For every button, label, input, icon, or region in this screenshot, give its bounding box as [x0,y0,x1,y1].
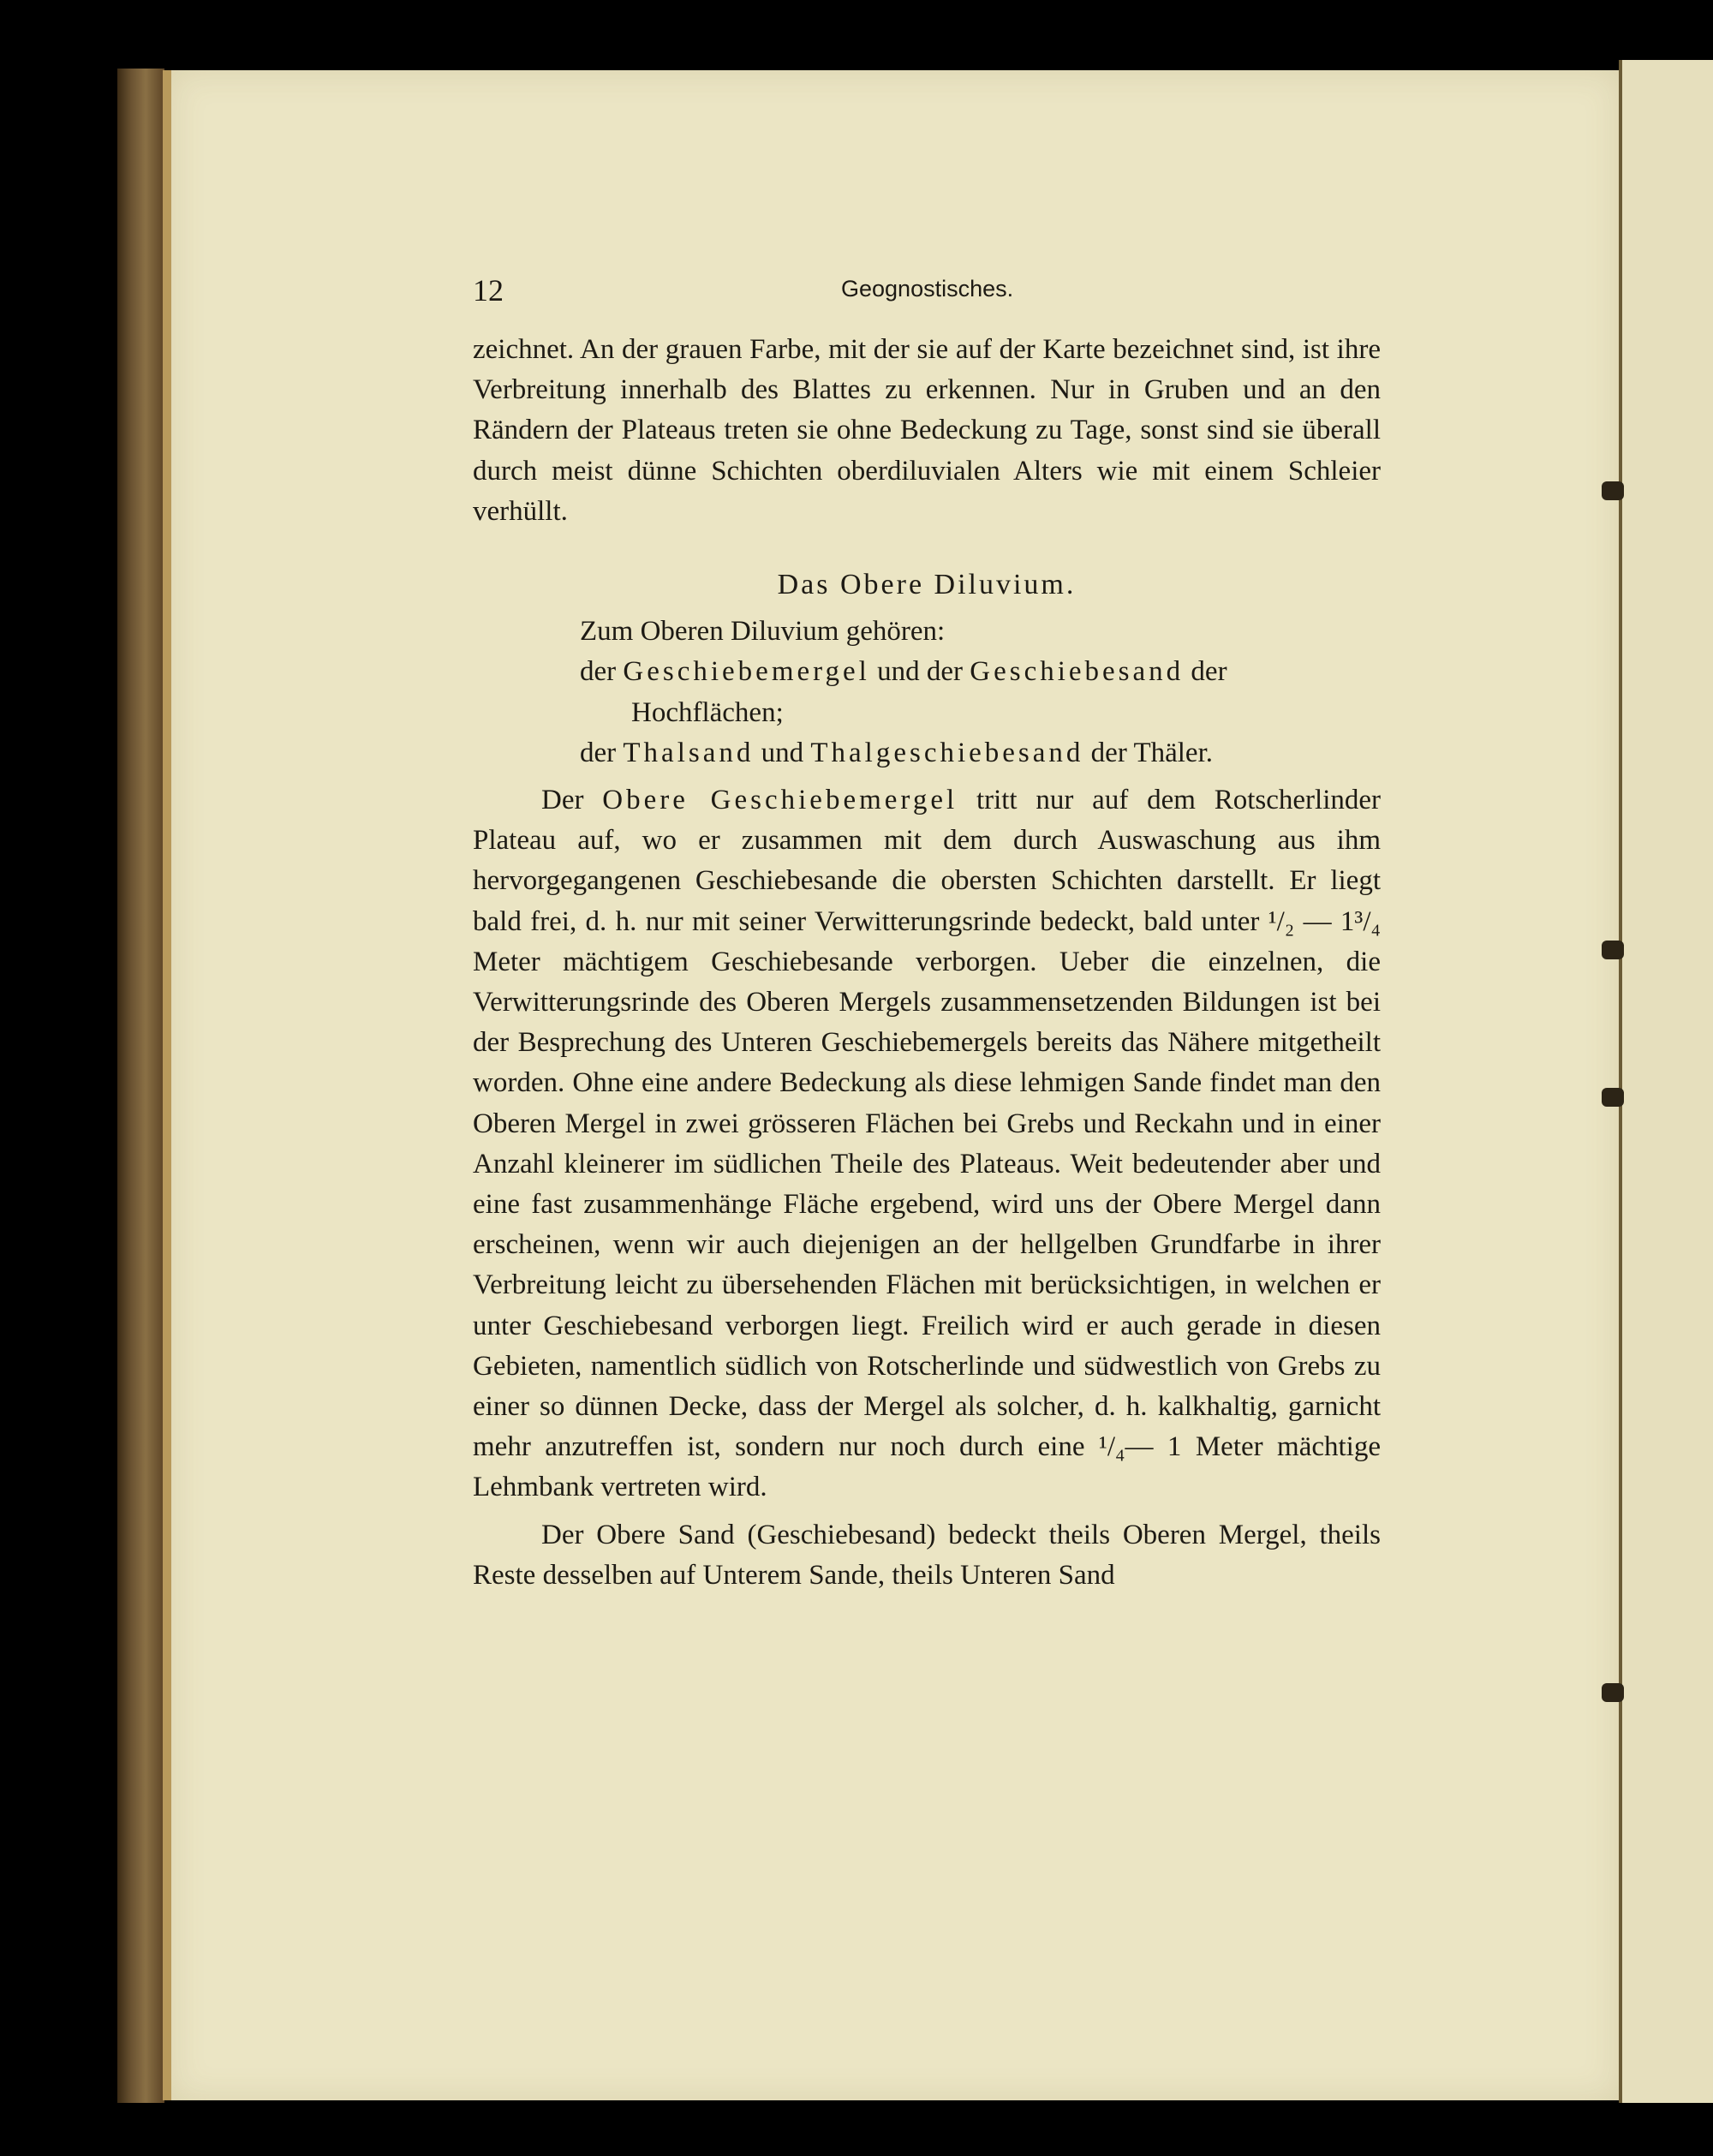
list-item-connector: und [761,737,804,768]
paragraph [473,780,1381,1508]
list-item-prefix: der [580,737,617,768]
paragraph: Der Obere Sand (Geschiebesand) bedeckt theils Oberen Mergel, theils Reste desselben auf Unterem Sande, theils Unteren Sand [473,1519,1381,1591]
fraction: ¹/₂ — 1³/₄ [1268,905,1381,937]
page-tab-marker [1602,481,1624,500]
paragraph-text: Meter mächtigem Geschiebesande verborgen. Ueber die einzelnen, die Verwitterungsrinde des Oberen Mergels zusammensetzenden Bildungen ist bei der Besprechung des Unteren Geschiebemergels bereits das Nähere mitgetheilt worden. Ohne eine andere Bedeckung als diese lehmigen Sande findet man den Oberen Mergel in zwei grösseren Flächen bei Grebs und Reckahn und in einer Anzahl kleinerer im südlichen Theile des Plateaus. Weit bedeutender aber und eine fast zusammenhänge Fläche ergebend, wird uns der Obere Mergel dann erscheinen, wenn wir auch diejenigen an der hellgelben Grundfarbe in ihrer Verbreitung leicht zu übersehenden Flächen mit berücksichtigen, in welchen er unter Geschiebesand verborgen liegt. Freilich wird er auch gerade in diesen Gebieten, namentlich südlich von Rotscherlinde und südwestlich von Grebs zu einer so dünnen Decke, dass der Mergel als solcher, d. h. kalkhaltig, garnicht mehr anzutreffen ist, sondern nur noch durch eine [473,946,1381,1463]
paragraph-text: Meter mächtige Lehmbank vertreten wird. [473,1431,1382,1503]
paragraph-term: Obere Geschiebemergel [602,785,958,816]
book-spine [117,69,164,2103]
paragraph-lead: Der [541,785,584,816]
list-item [473,652,1381,732]
page-tab-marker [1602,1088,1624,1107]
list-item-prefix: der [580,656,617,688]
list-term: Geschiebemergel [623,656,870,688]
list-item-connector: und der [877,656,963,688]
list-term: Geschiebesand [970,656,1185,688]
facing-page-edge [1619,60,1713,2103]
paragraph-continuation: zeichnet. An der grauen Farbe, mit der sie auf der Karte bezeichnet sind, ist ihre Verbreitung innerhalb des Blattes zu erkennen. Nur in Gruben und an den Rändern der Plateaus treten sie ohne Bedeckung zu Tage, sonst sind sie überall durch meist dünne Schichten oberdiluvialen Alters wie mit einem Schleier verhüllt. [473,334,1381,527]
page-tab-marker [1602,1683,1624,1702]
section-heading: Das Obere Diluvium. [777,569,1077,601]
body-text [473,330,1381,1596]
list-term: Thalgeschiebesand [810,737,1084,768]
list-item-continuation: Hochflächen; [631,696,784,728]
running-title: Geognostisches. [841,276,1014,302]
running-header [473,272,1381,315]
paragraph-text: tritt nur auf dem Rotscherlinder Plateau auf, wo er zusammen mit dem durch Auswaschung aus ihm hervorgegangenen Geschiebesande die obersten Schichten darstellt. Er liegt bald frei, d. h. nur mit seiner Verwitterungsrinde bedeckt, bald unter [473,785,1381,937]
section-intro: Zum Oberen Diluvium gehören: [580,616,946,648]
page-number: 12 [473,273,504,308]
list-term: Thalsand [623,737,755,768]
fraction: ¹/₄— 1 [1098,1431,1182,1463]
list-item-suffix: der [1191,656,1227,688]
list-item-suffix: der Thäler. [1090,737,1214,768]
page-tab-marker [1602,941,1624,959]
list-item [473,733,1381,773]
